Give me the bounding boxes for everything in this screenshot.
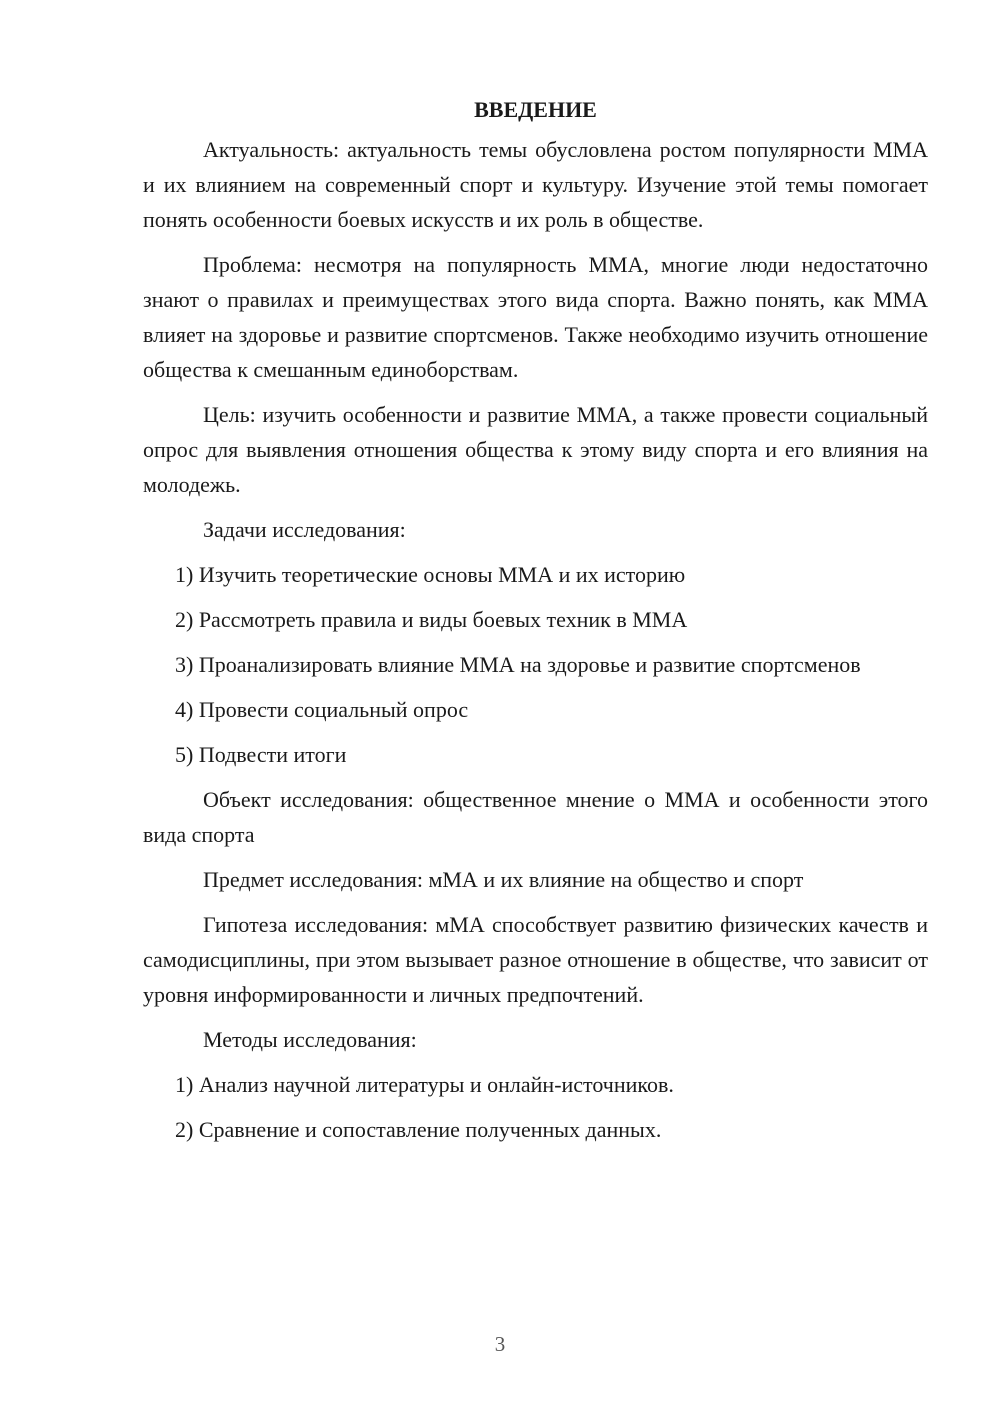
- methods-heading: Методы исследования:: [203, 1027, 417, 1052]
- task-item: 1) Изучить теоретические основы ММА и их историю: [175, 562, 686, 587]
- section-title: ВВЕДЕНИЕ: [474, 97, 597, 122]
- method-item: 2) Сравнение и сопоставление полученных данных.: [175, 1117, 662, 1142]
- page-content: [143, 92, 928, 1157]
- task-item: 2) Рассмотреть правила и виды боевых техник в ММА: [175, 607, 688, 632]
- task-item: 5) Подвести итоги: [175, 742, 347, 767]
- relevance-paragraph: Актуальность: актуальность темы обусловлена ростом популярности ММА и их влиянием на современный спорт и культуру. Изучение этой темы помогает понять особенности боевых искусств и их роль в обществе.: [143, 137, 928, 232]
- page-number: 3: [494, 1332, 506, 1356]
- problem-paragraph: Проблема: несмотря на популярность ММА, многие люди недостаточно знают о правилах и преимуществах этого вида спорта. Важно понять, как ММА влияет на здоровье и развитие спортсменов. Также необходимо изучить отношение общества к смешанным единоборствам.: [143, 252, 928, 382]
- hypothesis-paragraph: Гипотеза исследования: мМА способствует развитию физических качеств и самодисциплины, при этом вызывает разное отношение в обществе, что зависит от уровня информированности и личных предпочтений.: [143, 912, 928, 1007]
- goal-paragraph: Цель: изучить особенности и развитие ММА, а также провести социальный опрос для выявления отношения общества к этому виду спорта и его влияния на молодежь.: [143, 402, 928, 497]
- object-paragraph: Объект исследования: общественное мнение о ММА и особенности этого вида спорта: [143, 787, 928, 847]
- tasks-heading: Задачи исследования:: [203, 517, 406, 542]
- task-item: 3) Проанализировать влияние ММА на здоровье и развитие спортсменов: [175, 652, 861, 677]
- method-item: 1) Анализ научной литературы и онлайн-источников.: [175, 1072, 674, 1097]
- subject-paragraph: Предмет исследования: мМА и их влияние на общество и спорт: [203, 867, 804, 892]
- task-item: 4) Провести социальный опрос: [175, 697, 469, 722]
